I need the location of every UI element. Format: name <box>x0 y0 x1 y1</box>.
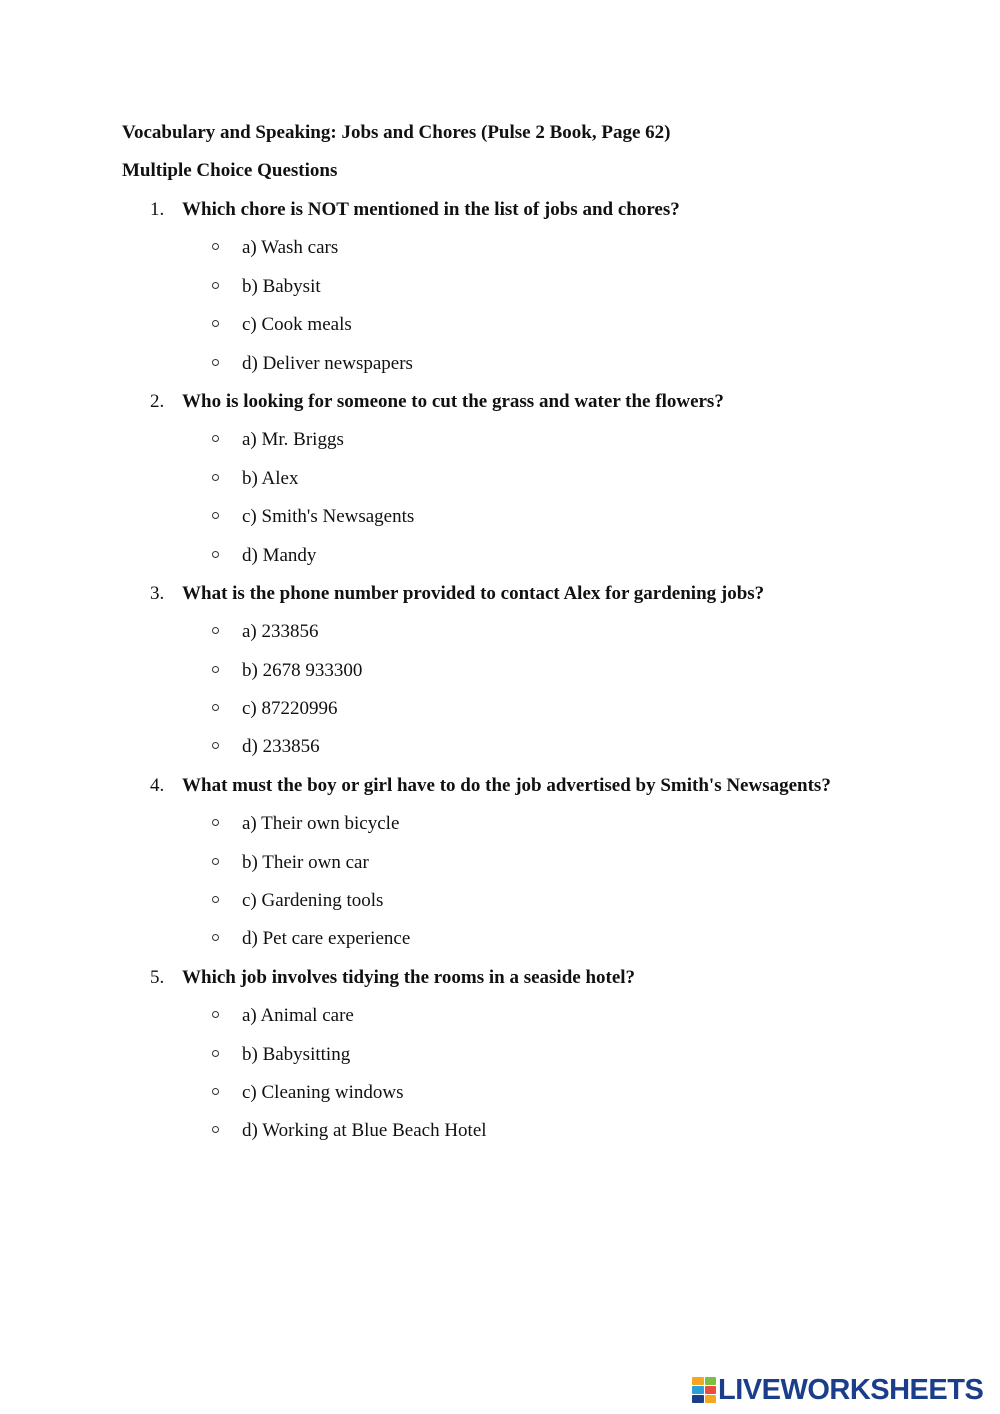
option-text: c) Cook meals <box>242 314 352 336</box>
question-list <box>0 199 1000 1159</box>
circle-bullet-icon <box>212 1126 219 1133</box>
option-text: c) 87220996 <box>242 698 338 720</box>
logo-text: LIVEWORKSHEETS <box>718 1374 984 1406</box>
question-text: What must the boy or girl have to do the job advertised by Smith's Newsagents? <box>182 774 831 796</box>
option-text: a) Animal care <box>242 1005 354 1027</box>
circle-bullet-icon <box>212 474 219 481</box>
circle-bullet-icon <box>212 512 219 519</box>
option-text: b) 2678 933300 <box>242 659 363 681</box>
answer-option[interactable] <box>0 1082 1000 1120</box>
question-number: 5. <box>150 966 165 988</box>
question-text: What is the phone number provided to contact Alex for gardening jobs? <box>182 582 765 604</box>
question-item <box>0 967 1000 1005</box>
option-text: a) 233856 <box>242 621 319 643</box>
circle-bullet-icon <box>212 896 219 903</box>
question-number: 3. <box>150 582 165 604</box>
option-text: c) Cleaning windows <box>242 1081 404 1103</box>
logo-block <box>705 1377 717 1385</box>
option-text: a) Wash cars <box>242 237 339 259</box>
option-text: a) Mr. Briggs <box>242 429 344 451</box>
question-text: Who is looking for someone to cut the grass and water the flowers? <box>182 390 724 412</box>
answer-option[interactable] <box>0 353 1000 391</box>
question-text: Which job involves tidying the rooms in a seaside hotel? <box>182 966 636 988</box>
answer-option[interactable] <box>0 1120 1000 1158</box>
answer-option[interactable] <box>0 621 1000 659</box>
option-text: c) Gardening tools <box>242 890 384 912</box>
answer-option[interactable] <box>0 1044 1000 1082</box>
logo-block <box>692 1377 704 1385</box>
liveworksheets-logo-icon <box>692 1377 716 1403</box>
answer-option[interactable] <box>0 237 1000 275</box>
answer-option[interactable] <box>0 545 1000 583</box>
answer-option[interactable] <box>0 698 1000 736</box>
circle-bullet-icon <box>212 704 219 711</box>
section-subtitle: Multiple Choice Questions <box>122 160 338 181</box>
circle-bullet-icon <box>212 627 219 634</box>
answer-option[interactable] <box>0 890 1000 928</box>
logo-block <box>705 1386 717 1394</box>
option-text: d) Pet care experience <box>242 928 411 950</box>
option-text: b) Alex <box>242 467 299 489</box>
option-text: c) Smith's Newsagents <box>242 506 415 528</box>
circle-bullet-icon <box>212 858 219 865</box>
circle-bullet-icon <box>212 243 219 250</box>
circle-bullet-icon <box>212 359 219 366</box>
document-title: Vocabulary and Speaking: Jobs and Chores (Pulse 2 Book, Page 62) <box>122 122 671 143</box>
circle-bullet-icon <box>212 934 219 941</box>
logo-block <box>705 1395 717 1403</box>
answer-option[interactable] <box>0 736 1000 774</box>
circle-bullet-icon <box>212 551 219 558</box>
question-number: 4. <box>150 774 165 796</box>
question-item <box>0 391 1000 429</box>
option-text: d) 233856 <box>242 736 320 758</box>
option-text: d) Mandy <box>242 544 317 566</box>
answer-option[interactable] <box>0 813 1000 851</box>
question-number: 2. <box>150 390 165 412</box>
answer-option[interactable] <box>0 468 1000 506</box>
option-text: d) Working at Blue Beach Hotel <box>242 1120 487 1142</box>
answer-option[interactable] <box>0 429 1000 467</box>
question-text: Which chore is NOT mentioned in the list of jobs and chores? <box>182 199 680 220</box>
logo-block <box>692 1395 704 1403</box>
circle-bullet-icon <box>212 742 219 749</box>
option-text: a) Their own bicycle <box>242 813 400 835</box>
answer-option[interactable] <box>0 506 1000 544</box>
circle-bullet-icon <box>212 1050 219 1057</box>
question-number: 1. <box>150 199 165 220</box>
circle-bullet-icon <box>212 666 219 673</box>
option-text: b) Their own car <box>242 851 369 873</box>
answer-option[interactable] <box>0 1005 1000 1043</box>
circle-bullet-icon <box>212 1011 219 1018</box>
question-item <box>0 775 1000 813</box>
answer-option[interactable] <box>0 276 1000 314</box>
question-item <box>0 583 1000 621</box>
option-text: d) Deliver newspapers <box>242 352 413 374</box>
question-item <box>0 199 1000 237</box>
answer-option[interactable] <box>0 928 1000 966</box>
circle-bullet-icon <box>212 320 219 327</box>
answer-option[interactable] <box>0 314 1000 352</box>
option-text: b) Babysit <box>242 275 321 297</box>
answer-option[interactable] <box>0 852 1000 890</box>
logo-block <box>692 1386 704 1394</box>
answer-option[interactable] <box>0 660 1000 698</box>
circle-bullet-icon <box>212 819 219 826</box>
circle-bullet-icon <box>212 282 219 289</box>
circle-bullet-icon <box>212 435 219 442</box>
option-text: b) Babysitting <box>242 1043 351 1065</box>
circle-bullet-icon <box>212 1088 219 1095</box>
liveworksheets-logo[interactable] <box>692 1374 983 1406</box>
